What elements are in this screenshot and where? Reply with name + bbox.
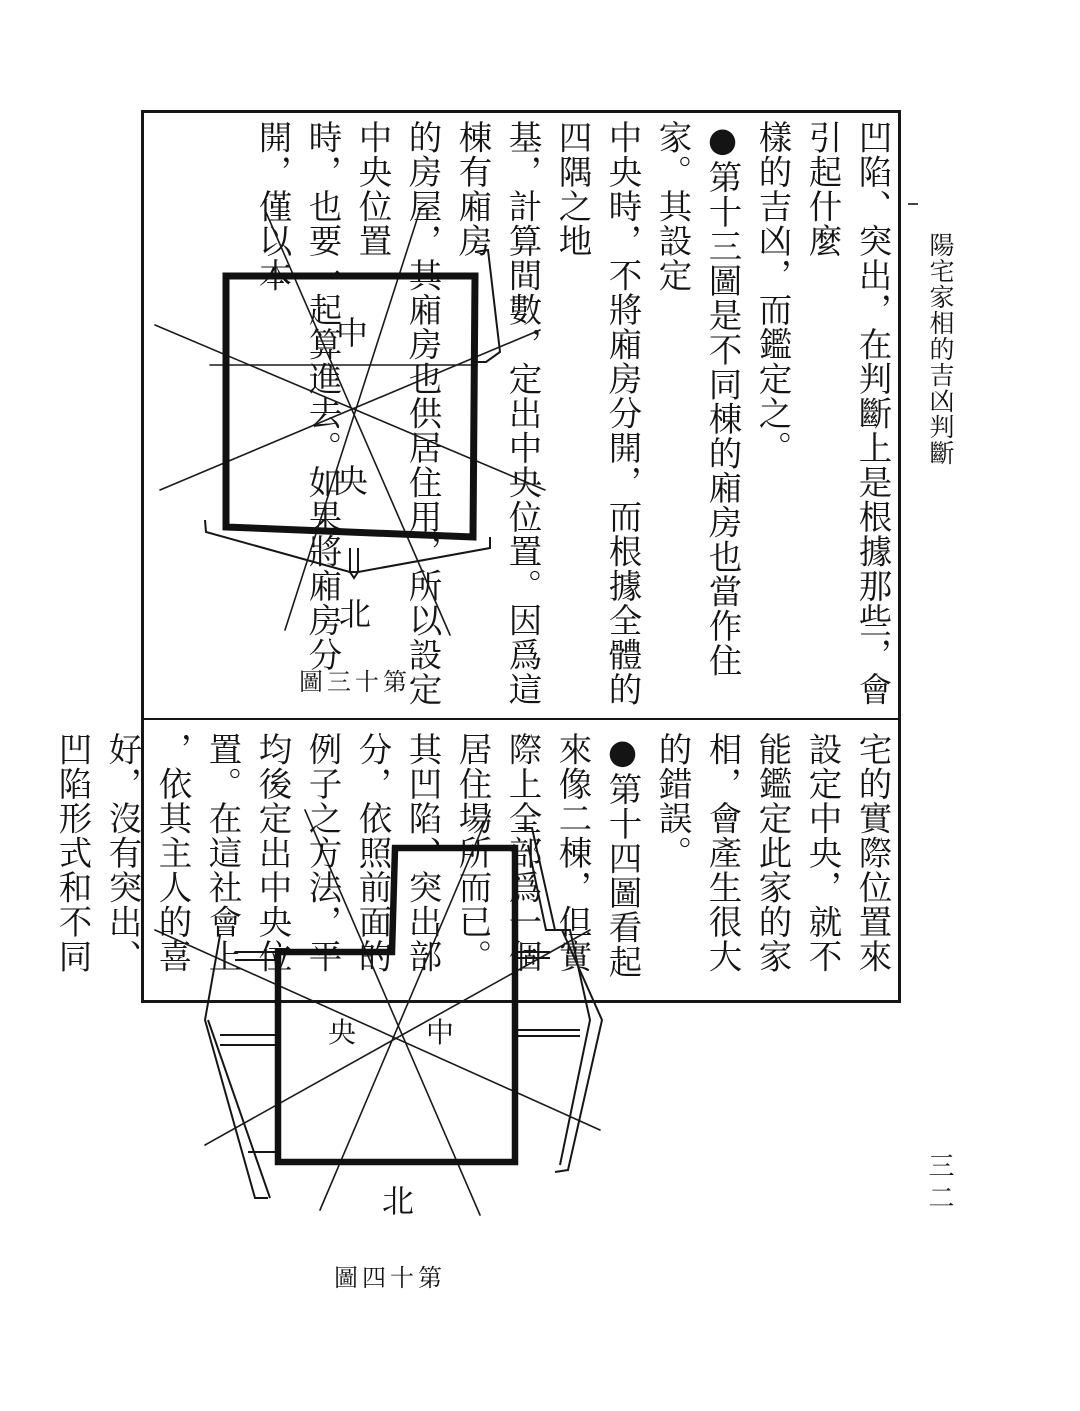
figure-13-caption: 圖三十第 <box>299 668 411 696</box>
text-column: ●第十四圖看起來像二棟，但實際上全部爲一個 <box>503 732 642 979</box>
diagonal-line <box>205 930 590 1145</box>
page-number: 三二 <box>924 1152 954 1216</box>
label-north: 北 <box>338 595 372 633</box>
wing-outline <box>518 828 602 1172</box>
figure-14 <box>150 800 610 1230</box>
wing-outline <box>205 935 268 1198</box>
label-zhong: 中 <box>335 314 369 352</box>
running-title: 陽宅家相的吉凶判斷 <box>926 232 955 466</box>
label-yang: 央 <box>335 462 369 500</box>
wing-outline <box>350 548 358 572</box>
text-column: 居住場所而已。其凹陷、突出部分，依照前面的 <box>353 732 492 974</box>
diagonal-line <box>320 810 490 1210</box>
text-column: ●第十三圖是不同棟的廂房也當作住家。其設定 <box>653 120 742 678</box>
text-column: 例子之方法，平均後定出中央位置。在這社會上 <box>203 732 342 974</box>
text-column: 相，會產生很大的錯誤。 <box>653 732 742 974</box>
figure-14-drawing <box>150 800 610 1230</box>
ink-mark <box>908 203 918 205</box>
label-north: 北 <box>381 1182 415 1220</box>
text-column: 基，計算間數，定出中央位置。因爲這棟有廂房 <box>453 120 542 707</box>
label-zhong: 中 <box>425 1016 455 1049</box>
main-house-outline <box>278 848 515 1162</box>
figure-13 <box>150 200 550 650</box>
wing-outline <box>208 1020 270 1198</box>
text-column: ，依其主人的喜好，沒有突出、凹陷形式和不同 <box>53 732 192 974</box>
figure-14-caption: 圖四十第 <box>334 1264 446 1292</box>
wing-outline <box>475 250 500 362</box>
section-divider <box>141 718 901 720</box>
label-yang: 央 <box>327 1016 357 1049</box>
figure-13-drawing <box>150 200 550 650</box>
text-column: 中央時，不將廂房分開，而根據全體的四隅之地 <box>553 120 642 707</box>
bottom-text-block <box>53 732 897 998</box>
text-column: 宅的實際位置來設定中央，就不能鑑定此家的家 <box>753 732 892 974</box>
text-column: 的房屋，其廂房也供居住用，所以設定中央位置 <box>353 120 442 707</box>
text-column: 時，也要一起算進去。如果將廂房分開，僅以本 <box>253 120 342 672</box>
text-column: 凹陷、突出，在判斷上是根據那些，會引起什麼 <box>803 120 892 707</box>
text-column: 樣的吉凶，而鑑定之。 <box>753 120 792 465</box>
